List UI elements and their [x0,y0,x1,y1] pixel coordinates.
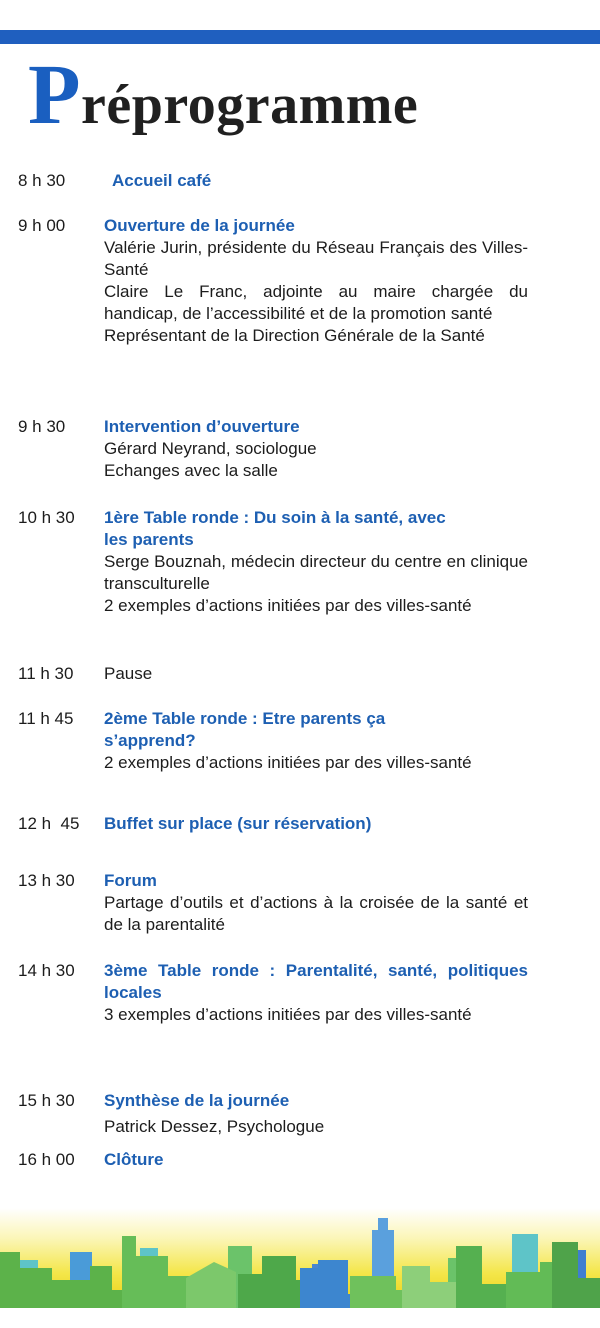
session-heading: Intervention d’ouverture [104,417,300,436]
session-heading: Synthèse de la journée [104,1091,290,1110]
time-label: 11 h 45 [18,709,74,728]
session-heading: Forum [104,871,157,890]
session-detail: 2 exemples d’actions initiées par des villes-santé [104,596,472,615]
session-heading: Ouverture de la journée [104,216,295,235]
session-detail: Echanges avec la salle [104,461,278,480]
time-label: 16 h 00 [18,1150,75,1169]
time-label: 9 h 30 [18,417,66,436]
title-initial: P [28,46,82,142]
session-heading: 1ère Table ronde : Du soin à la santé, avec les parents [104,508,446,549]
session-heading: 3ème Table ronde : Parentalité, santé, politiques locales [104,961,528,1002]
time-label: 12 h 45 [18,814,80,833]
session-detail: 3 exemples d’actions initiées par des villes-santé [104,1005,472,1024]
session-detail: Gérard Neyrand, sociologue [104,439,317,458]
session-detail: Valérie Jurin, présidente du Réseau Français des Villes-Santé [104,238,528,279]
session-detail: 2 exemples d’actions initiées par des villes-santé [104,753,472,772]
session-detail: Partage d’outils et d’actions à la croisée de la santé et de la parentalité [104,893,528,934]
session-detail: Claire Le Franc, adjointe au maire chargée du handicap, de l’accessibilité et de la promotion santé [104,282,528,323]
top-blue-bar [0,30,600,44]
time-label: 8 h 30 [18,171,66,190]
session-detail: Patrick Dessez, Psychologue [104,1117,325,1136]
session-heading: Accueil café [112,171,212,190]
session-detail: Pause [104,664,153,683]
time-label: 9 h 00 [18,216,66,235]
time-label: 13 h 30 [18,871,75,890]
session-heading: Buffet sur place (sur réservation) [104,814,372,833]
session-heading: Clôture [104,1150,164,1169]
time-label: 11 h 30 [18,664,74,683]
session-detail: Serge Bouznah, médecin directeur du centre en clinique transculturelle [104,552,528,593]
session-heading: 2ème Table ronde : Etre parents ça s’apprend? [104,709,386,750]
page-title [28,44,418,144]
session-detail: Représentant de la Direction Générale de la Santé [104,326,485,345]
time-label: 10 h 30 [18,508,75,527]
city-skyline-banner [0,1208,600,1308]
title-rest: réprogramme [81,74,419,136]
time-label: 15 h 30 [18,1091,75,1110]
time-label: 14 h 30 [18,961,75,980]
